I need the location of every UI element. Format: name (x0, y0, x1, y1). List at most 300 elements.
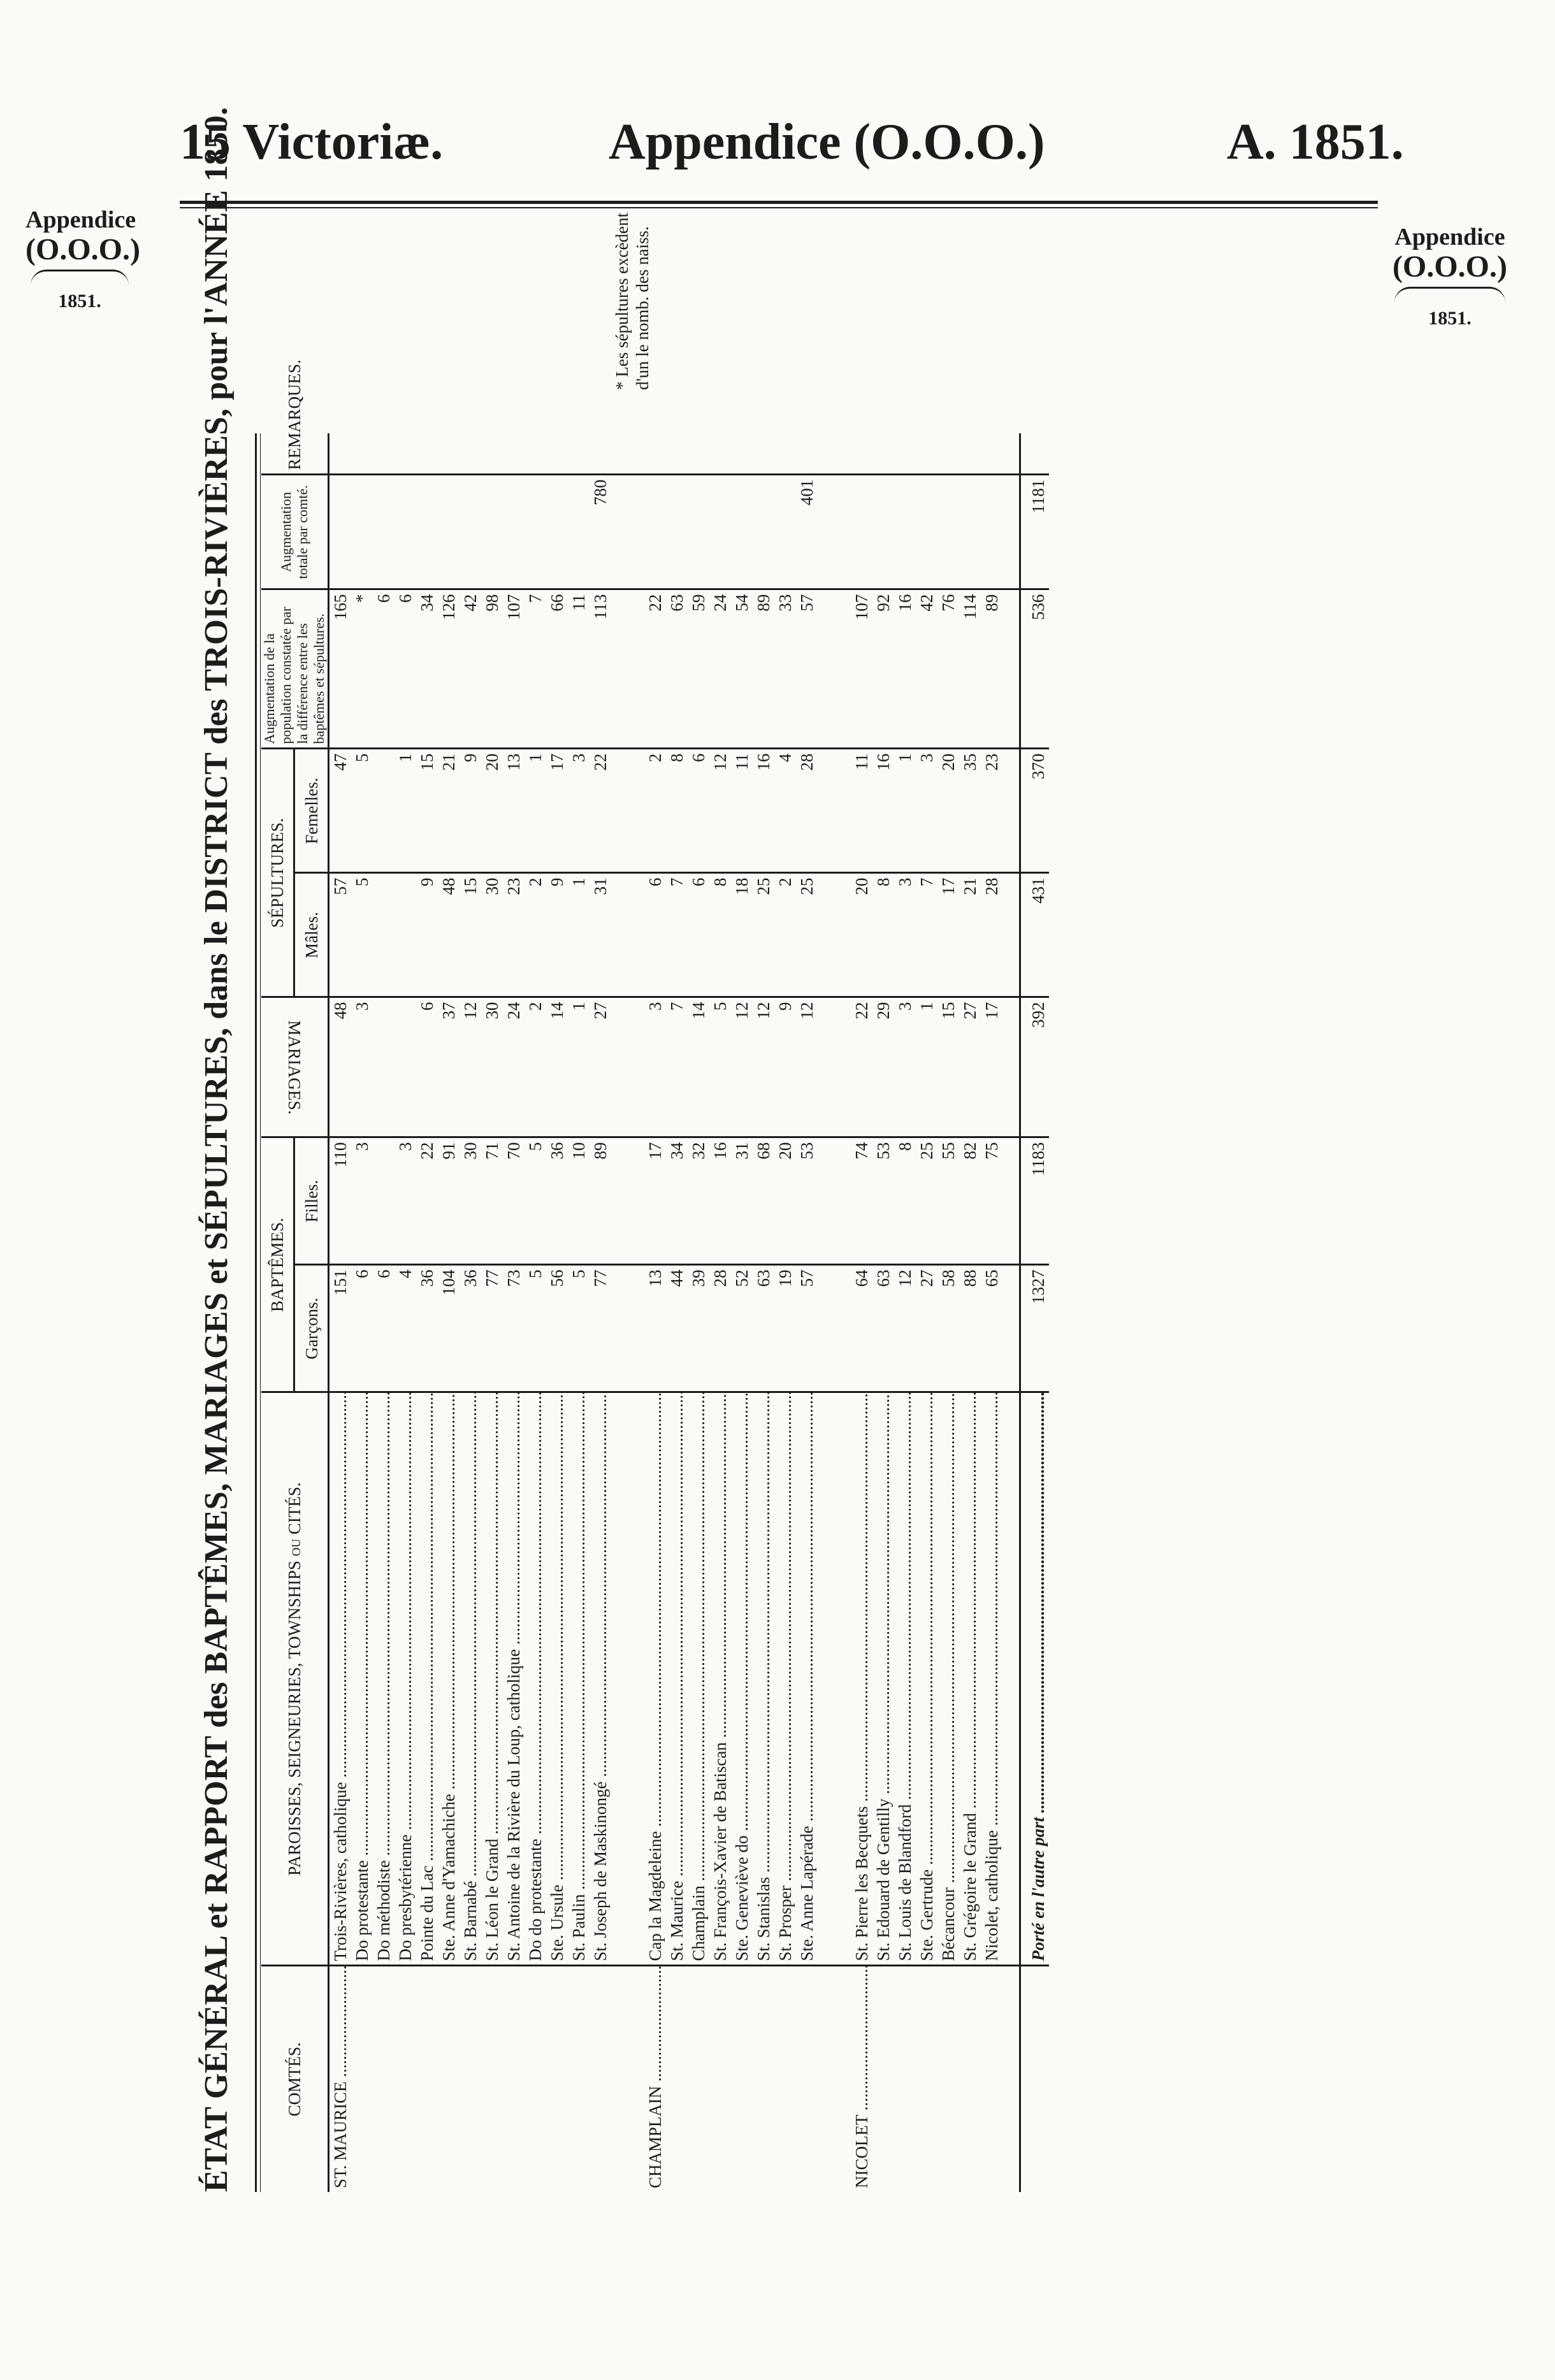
garcons-cell: 65 (981, 1265, 1020, 1392)
remarks-cell (796, 433, 834, 475)
mariages-cell: 5 (709, 997, 731, 1137)
filles-cell: 31 (731, 1137, 753, 1265)
filles-cell: 89 (589, 1137, 628, 1265)
county-total-cell (628, 475, 666, 589)
garcons-cell: 151 (329, 1265, 352, 1392)
county-total-cell (329, 475, 352, 589)
table-row (872, 433, 894, 2192)
parish-name: Nicolet, catholique ..... (981, 1392, 1020, 1966)
county-total-cell (937, 475, 959, 589)
table-row (438, 433, 459, 2192)
county-total-cell (546, 475, 568, 589)
males-total: 431 (1020, 873, 1050, 997)
parish-name: Cap la Magdeleine ..... (628, 1392, 666, 1966)
augmentation-cell: 126 (438, 589, 459, 749)
parish-name: Do presbytérienne ..... (394, 1392, 416, 1966)
mariages-cell (394, 997, 416, 1137)
mariages-total: 392 (1020, 997, 1050, 1137)
table-row (503, 433, 524, 2192)
grand-total: 1181 (1020, 475, 1050, 589)
county-name (731, 1966, 753, 2192)
table-row (459, 433, 481, 2192)
males-cell: 20 (834, 873, 872, 997)
filles-cell (373, 1137, 394, 1265)
femelles-cell: 4 (774, 749, 796, 873)
col-paroisses: PAROISSES, SEIGNEURIES, TOWNSHIPS ou CITÉS. (261, 1392, 329, 1966)
mariages-cell (373, 997, 394, 1137)
males-cell: 30 (481, 873, 503, 997)
margin-ref: (O.O.O.) (1392, 249, 1507, 284)
col-comtes: COMTÉS. (261, 1966, 329, 2192)
margin-year: 1851. (1428, 308, 1472, 329)
parish-name: Ste. Anne d'Yamachiche ..... (438, 1392, 459, 1966)
males-cell: 21 (959, 873, 981, 997)
parish-name: St. Paulin ..... (568, 1392, 589, 1966)
garcons-cell: 36 (459, 1265, 481, 1392)
totals-blank (1020, 1966, 1050, 2192)
femelles-cell: 20 (481, 749, 503, 873)
femelles-cell: 9 (459, 749, 481, 873)
males-cell: 5 (351, 873, 373, 997)
table-row (628, 433, 666, 2192)
augmentation-cell: 114 (959, 589, 981, 749)
garcons-cell: 4 (394, 1265, 416, 1392)
parish-name: Ste. Geneviève do ..... (731, 1392, 753, 1966)
parish-name: St. Stanislas ..... (753, 1392, 774, 1966)
county-total-cell (524, 475, 546, 589)
report-title: ÉTAT GÉNÉRAL et RAPPORT des BAPTÊMES, MARIAGES et SÉPULTURES, dans le DISTRICT des TROIS-RIVIÈRES, pour l'ANNÉE 1850. (198, 107, 235, 2192)
femelles-cell: 3 (568, 749, 589, 873)
table-row (589, 433, 628, 2192)
femelles-cell: 3 (916, 749, 937, 873)
parish-name: St. Louis de Blandford ..... (894, 1392, 916, 1966)
mariages-cell: 12 (796, 997, 834, 1137)
parish-name: St. Léon le Grand ..... (481, 1392, 503, 1966)
col-mariages-label: MARIAGES. (285, 1020, 304, 1114)
parish-name: Ste. Ursule ..... (546, 1392, 568, 1966)
filles-total: 1183 (1020, 1137, 1050, 1265)
county-name (894, 1966, 916, 2192)
parish-name: Bécancour ..... (937, 1392, 959, 1966)
filles-cell: 110 (329, 1137, 352, 1265)
femelles-cell: 5 (351, 749, 373, 873)
table-row (731, 433, 753, 2192)
county-total-cell (568, 475, 589, 589)
augmentation-cell: 98 (481, 589, 503, 749)
garcons-cell: 104 (438, 1265, 459, 1392)
garcons-cell: 36 (416, 1265, 438, 1392)
remarks-cell (774, 433, 796, 475)
margin-appendice: Appendice (1394, 224, 1505, 250)
males-cell: 17 (937, 873, 959, 997)
augmentation-cell: 16 (894, 589, 916, 749)
femelles-cell: 35 (959, 749, 981, 873)
remarks-cell (688, 433, 709, 475)
garcons-cell: 12 (894, 1265, 916, 1392)
males-cell: 2 (524, 873, 546, 997)
mariages-cell: 3 (351, 997, 373, 1137)
garcons-cell: 6 (373, 1265, 394, 1392)
mariages-cell: 37 (438, 997, 459, 1137)
garcons-cell: 19 (774, 1265, 796, 1392)
county-total-cell (666, 475, 688, 589)
males-cell: 6 (688, 873, 709, 997)
augmentation-cell: 113 (589, 589, 628, 749)
margin-appendice: Appendice (25, 206, 136, 233)
county-total-cell (416, 475, 438, 589)
filles-cell: 17 (628, 1137, 666, 1265)
mariages-cell: 14 (688, 997, 709, 1137)
county-name (981, 1966, 1020, 2192)
parish-name: Pointe du Lac ..... (416, 1392, 438, 1966)
county-total-cell: 780 (589, 475, 628, 589)
county-total-cell (709, 475, 731, 589)
county-name: CHAMPLAIN ..... (628, 1966, 666, 2192)
remarks-cell (394, 433, 416, 475)
county-name (796, 1966, 834, 2192)
filles-cell: 82 (959, 1137, 981, 1265)
remarks-cell (546, 433, 568, 475)
filles-cell: 74 (834, 1137, 872, 1265)
males-cell: 18 (731, 873, 753, 997)
county-name (959, 1966, 981, 2192)
femelles-cell: 11 (834, 749, 872, 873)
femelles-cell: 13 (503, 749, 524, 873)
county-name (916, 1966, 937, 2192)
county-name (709, 1966, 731, 2192)
county-name (394, 1966, 416, 2192)
remarks-cell (959, 433, 981, 475)
augmentation-cell: 6 (373, 589, 394, 749)
augmentation-cell: 42 (916, 589, 937, 749)
augmentation-cell: 63 (666, 589, 688, 749)
males-cell (373, 873, 394, 997)
county-name (589, 1966, 628, 2192)
augmentation-cell: 66 (546, 589, 568, 749)
femelles-cell: 15 (416, 749, 438, 873)
county-total-cell (959, 475, 981, 589)
filles-cell: 30 (459, 1137, 481, 1265)
county-name (524, 1966, 546, 2192)
males-cell: 23 (503, 873, 524, 997)
mariages-cell: 12 (731, 997, 753, 1137)
filles-cell: 36 (546, 1137, 568, 1265)
garcons-cell: 64 (834, 1265, 872, 1392)
remarks-cell (568, 433, 589, 475)
col-sepultures: SÉPULTURES. (261, 749, 294, 997)
margin-year: 1851. (58, 291, 101, 312)
table-row (394, 433, 416, 2192)
augmentation-cell: 34 (416, 589, 438, 749)
filles-cell: 8 (894, 1137, 916, 1265)
remarks-cell (329, 433, 352, 475)
femelles-cell: 20 (937, 749, 959, 873)
mariages-cell: 1 (568, 997, 589, 1137)
males-cell: 28 (981, 873, 1020, 997)
males-cell: 1 (568, 873, 589, 997)
remarks-cell (459, 433, 481, 475)
county-total-cell (753, 475, 774, 589)
parish-name: Do do protestante ..... (524, 1392, 546, 1966)
males-cell: 3 (894, 873, 916, 997)
augmentation-cell: 7 (524, 589, 546, 749)
county-total-cell (981, 475, 1020, 589)
filles-cell: 5 (524, 1137, 546, 1265)
county-name: ST. MAURICE ..... (329, 1966, 352, 2192)
margin-ref: (O.O.O.) (25, 232, 140, 266)
augmentation-cell: 59 (688, 589, 709, 749)
males-cell: 8 (872, 873, 894, 997)
mariages-cell: 12 (753, 997, 774, 1137)
parish-name: St. Joseph de Maskinongé ..... (589, 1392, 628, 1966)
femelles-cell: 16 (872, 749, 894, 873)
augmentation-cell: 89 (753, 589, 774, 749)
augmentation-cell: 11 (568, 589, 589, 749)
col-augmentation: Augmentation de la population constatée par la différence entre les baptêmes et sépultures. (261, 589, 329, 749)
parish-name: Do protestante ..... (351, 1392, 373, 1966)
remarks-cell (981, 433, 1020, 475)
remarks-cell (937, 433, 959, 475)
county-name (937, 1966, 959, 2192)
femelles-cell: 22 (589, 749, 628, 873)
col-filles: Filles. (294, 1137, 329, 1265)
augmentation-cell: 33 (774, 589, 796, 749)
parish-name: St. Antoine de la Rivière du Loup, catholique ..... (503, 1392, 524, 1966)
garcons-cell: 77 (481, 1265, 503, 1392)
county-name (459, 1966, 481, 2192)
garcons-cell: 73 (503, 1265, 524, 1392)
mariages-cell: 1 (916, 997, 937, 1137)
county-total-cell (731, 475, 753, 589)
table-body (329, 433, 1050, 2192)
county-total-cell (688, 475, 709, 589)
table-row (568, 433, 589, 2192)
title-rule (255, 433, 257, 2192)
table-row (546, 433, 568, 2192)
garcons-cell: 13 (628, 1265, 666, 1392)
parish-name: St. François-Xavier de Batiscan ..... (709, 1392, 731, 1966)
mariages-cell: 3 (894, 997, 916, 1137)
femelles-cell: 17 (546, 749, 568, 873)
county-total-cell (894, 475, 916, 589)
garcons-cell: 44 (666, 1265, 688, 1392)
county-name (416, 1966, 438, 2192)
parish-name: Trois-Rivières, catholique ..... (329, 1392, 352, 1966)
table-row (834, 433, 872, 2192)
filles-cell: 3 (351, 1137, 373, 1265)
brace-mark (31, 270, 129, 285)
femelles-cell: 16 (753, 749, 774, 873)
table-row (329, 433, 352, 2192)
table-row (416, 433, 438, 2192)
remarks-cell (1020, 433, 1050, 475)
county-total-cell (774, 475, 796, 589)
parish-name: St. Grégoire le Grand ..... (959, 1392, 981, 1966)
mariages-cell: 22 (834, 997, 872, 1137)
county-total-cell (351, 475, 373, 589)
county-total-cell (916, 475, 937, 589)
femelles-cell: 21 (438, 749, 459, 873)
remarks-cell (481, 433, 503, 475)
mariages-cell: 27 (589, 997, 628, 1137)
totals-row (1020, 433, 1050, 2192)
augmentation-cell: 165 (329, 589, 352, 749)
parish-name: Champlain ..... (688, 1392, 709, 1966)
filles-cell: 32 (688, 1137, 709, 1265)
augmentation-cell: * (351, 589, 373, 749)
femelles-cell: 47 (329, 749, 352, 873)
filles-cell: 22 (416, 1137, 438, 1265)
parish-name: St. Barnabé ..... (459, 1392, 481, 1966)
margin-note-left (25, 206, 140, 312)
county-name (503, 1966, 524, 2192)
femelles-cell (373, 749, 394, 873)
remarks-cell (589, 433, 628, 475)
filles-cell: 68 (753, 1137, 774, 1265)
femelles-cell: 6 (688, 749, 709, 873)
county-total-cell (481, 475, 503, 589)
header-right: A. 1851. (1227, 114, 1404, 170)
county-name (688, 1966, 709, 2192)
filles-cell: 34 (666, 1137, 688, 1265)
remarks-cell (753, 433, 774, 475)
augmentation-cell: 92 (872, 589, 894, 749)
femelles-cell: 12 (709, 749, 731, 873)
filles-cell: 55 (937, 1137, 959, 1265)
county-total-cell (373, 475, 394, 589)
males-cell: 48 (438, 873, 459, 997)
remarks-cell (503, 433, 524, 475)
county-name (373, 1966, 394, 2192)
mariages-cell: 27 (959, 997, 981, 1137)
filles-cell: 75 (981, 1137, 1020, 1265)
males-cell: 9 (546, 873, 568, 997)
county-name (481, 1966, 503, 2192)
remarks-cell (731, 433, 753, 475)
remarks-cell (916, 433, 937, 475)
parish-name: St. Prosper ..... (774, 1392, 796, 1966)
col-mariages (261, 997, 329, 1137)
filles-cell: 3 (394, 1137, 416, 1265)
males-cell (394, 873, 416, 997)
garcons-cell: 52 (731, 1265, 753, 1392)
county-total-cell (438, 475, 459, 589)
table-row (894, 433, 916, 2192)
county-total-cell (394, 475, 416, 589)
county-name: NICOLET ..... (834, 1966, 872, 2192)
mariages-cell: 24 (503, 997, 524, 1137)
filles-cell: 25 (916, 1137, 937, 1265)
table-row (481, 433, 503, 2192)
remarks-cell (872, 433, 894, 475)
register-table (261, 359, 1049, 2192)
mariages-cell: 30 (481, 997, 503, 1137)
county-total-cell (459, 475, 481, 589)
table-row (666, 433, 688, 2192)
remarks-cell (524, 433, 546, 475)
garcons-cell: 27 (916, 1265, 937, 1392)
garcons-cell: 58 (937, 1265, 959, 1392)
county-name (546, 1966, 568, 2192)
county-name (568, 1966, 589, 2192)
filles-cell: 91 (438, 1137, 459, 1265)
remarks-cell (351, 433, 373, 475)
garcons-cell: 56 (546, 1265, 568, 1392)
parish-name: Ste. Gertrude ..... (916, 1392, 937, 1966)
header-center: Appendice (O.O.O.) (609, 114, 1045, 170)
garcons-cell: 39 (688, 1265, 709, 1392)
county-name (872, 1966, 894, 2192)
filles-cell: 70 (503, 1137, 524, 1265)
males-cell: 57 (329, 873, 352, 997)
header-left: 15 Victoriæ. (180, 114, 444, 170)
garcons-cell: 5 (524, 1265, 546, 1392)
mariages-cell: 2 (524, 997, 546, 1137)
males-cell: 25 (796, 873, 834, 997)
parish-name: Do méthodiste ..... (373, 1392, 394, 1966)
garcons-cell: 63 (753, 1265, 774, 1392)
col-remarques: REMARQUES. (261, 433, 329, 475)
county-name (774, 1966, 796, 2192)
mariages-cell: 9 (774, 997, 796, 1137)
garcons-total: 1327 (1020, 1265, 1050, 1392)
garcons-cell: 57 (796, 1265, 834, 1392)
garcons-cell: 5 (568, 1265, 589, 1392)
county-total-cell (834, 475, 872, 589)
augmentation-cell: 76 (937, 589, 959, 749)
table-row (937, 433, 959, 2192)
augmentation-cell: 54 (731, 589, 753, 749)
mariages-cell: 6 (416, 997, 438, 1137)
filles-cell: 10 (568, 1137, 589, 1265)
table-row (524, 433, 546, 2192)
table-row (753, 433, 774, 2192)
filles-cell: 53 (872, 1137, 894, 1265)
males-cell: 7 (916, 873, 937, 997)
filles-cell: 16 (709, 1137, 731, 1265)
title-rule-thin (260, 433, 261, 2192)
mariages-cell: 48 (329, 997, 352, 1137)
col-augm-totale: Augmentation totale par comté. (261, 475, 329, 589)
femelles-cell: 23 (981, 749, 1020, 873)
parish-name: St. Pierre les Becquets ..... (834, 1392, 872, 1966)
mariages-cell: 12 (459, 997, 481, 1137)
col-males: Mâles. (294, 873, 329, 997)
filles-cell: 71 (481, 1137, 503, 1265)
filles-cell: 53 (796, 1137, 834, 1265)
mariages-cell: 29 (872, 997, 894, 1137)
males-cell: 7 (666, 873, 688, 997)
femelles-cell: 1 (894, 749, 916, 873)
augmentation-cell: 107 (503, 589, 524, 749)
remarks-cell (666, 433, 688, 475)
remarks-cell (438, 433, 459, 475)
county-total-cell (503, 475, 524, 589)
augmentation-cell: 24 (709, 589, 731, 749)
males-cell: 25 (753, 873, 774, 997)
augmentation-cell: 57 (796, 589, 834, 749)
remarks-cell (628, 433, 666, 475)
garcons-cell: 28 (709, 1265, 731, 1392)
mariages-cell: 3 (628, 997, 666, 1137)
garcons-cell: 77 (589, 1265, 628, 1392)
femelles-cell: 11 (731, 749, 753, 873)
col-garcons: Garçons. (294, 1265, 329, 1392)
males-cell: 31 (589, 873, 628, 997)
county-total-cell (872, 475, 894, 589)
county-name (351, 1966, 373, 2192)
col-femelles: Femelles. (294, 749, 329, 873)
